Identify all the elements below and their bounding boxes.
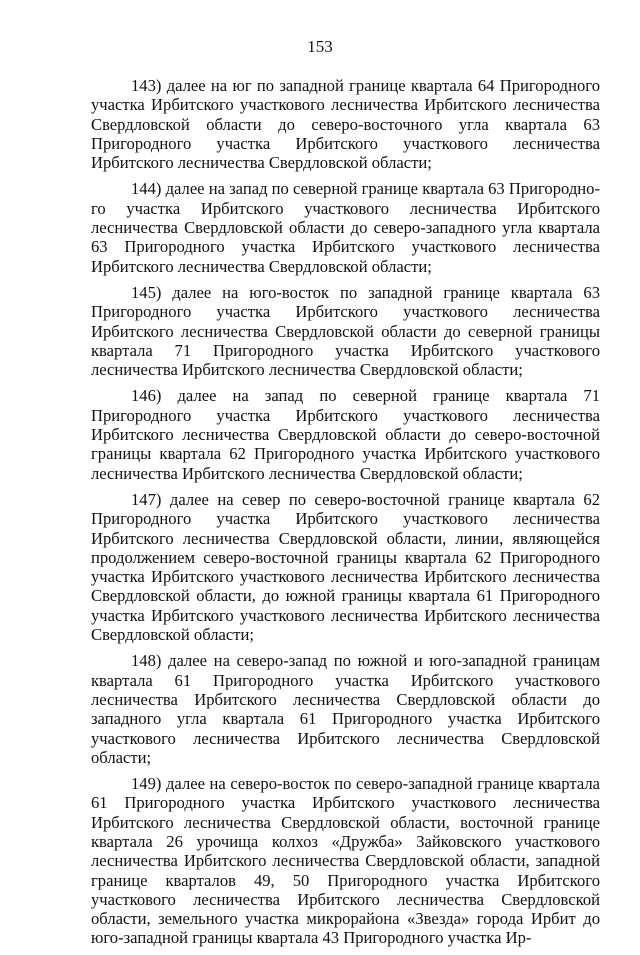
paragraph-147: 147) далее на север по северо-восточной границе квартала 62 Пригородного участка Ирбитского участкового лесничества Ирбитского лесничества Свердловской области, линии, являющейся продолжением северо-восточной границы квартала 62 Пригородного участка Ирбитского участкового лесничества Ирбитского лесничества Свердловской области, до южной границы квартала 61 Пригородного участка Ирбитского участкового лесничества Ирбитского лесничества Свердловской области; (91, 489, 600, 645)
paragraph-148: 148) далее на северо-запад по южной и юго-западной границам квартала 61 Пригородного участка Ирбитского участкового лесничества Ирбитского лесничества Свердловской области до западного угла квартала 61 Пригородного участка Ирбитского участкового лесничества Ирбитского лесничества Свердловской области; (91, 651, 600, 767)
paragraph-149: 149) далее на северо-восток по северо-западной границе квартала 61 Пригородного участка Ирбитского участкового лесничества Ирбитского лесничества Свердловской области, восточной границе квартала 26 урочища колхоз «Дружба» Зайковского участкового лесничества Ирбитского лесничества Свердловской области, западной границе кварталов 49, 50 Пригородного участка Ирбитского участкового лесничества Ирбитского лесничества Свердловской области, земельного участка микрорайона «Звезда» города Ирбит до юго-западной границы квартала 43 Пригородного участка Ир- (91, 774, 600, 948)
paragraph-146: 146) далее на запад по северной границе квартала 71 Пригородного участка Ирбитского участкового лесничества Ирбитского лесничества Свердловской области до северо-восточной границы квартала 62 Пригородного участка Ирбитского участкового лесничества Ирбитского лесничества Свердловской области; (91, 386, 600, 483)
document-body (91, 76, 600, 955)
paragraph-144: 144) далее на запад по северной границе квартала 63 Пригородного участка Ирбитского участкового лесничества Ирбитского лесничества Свердловской области до северо-западного угла квартала 63 Пригородного участка Ирбитского участкового лесничества Ирбитского лесничества Свердловской области; (91, 179, 600, 276)
page-number: 153 (307, 37, 333, 56)
paragraph-143: 143) далее на юг по западной границе квартала 64 Пригородного участка Ирбитского участкового лесничества Ирбитского лесничества Свердловской области до северо-восточного угла квартала 63 Пригородного участка Ирбитского участкового лесничества Ирбитского лесничества Свердловской области; (91, 76, 600, 173)
paragraph-145: 145) далее на юго-восток по западной границе квартала 63 Пригородного участка Ирбитского участкового лесничества Ирбитского лесничества Свердловской области до северной границы квартала 71 Пригородного участка Ирбитского участкового лесничества Ирбитского лесничества Свердловской области; (91, 282, 600, 380)
